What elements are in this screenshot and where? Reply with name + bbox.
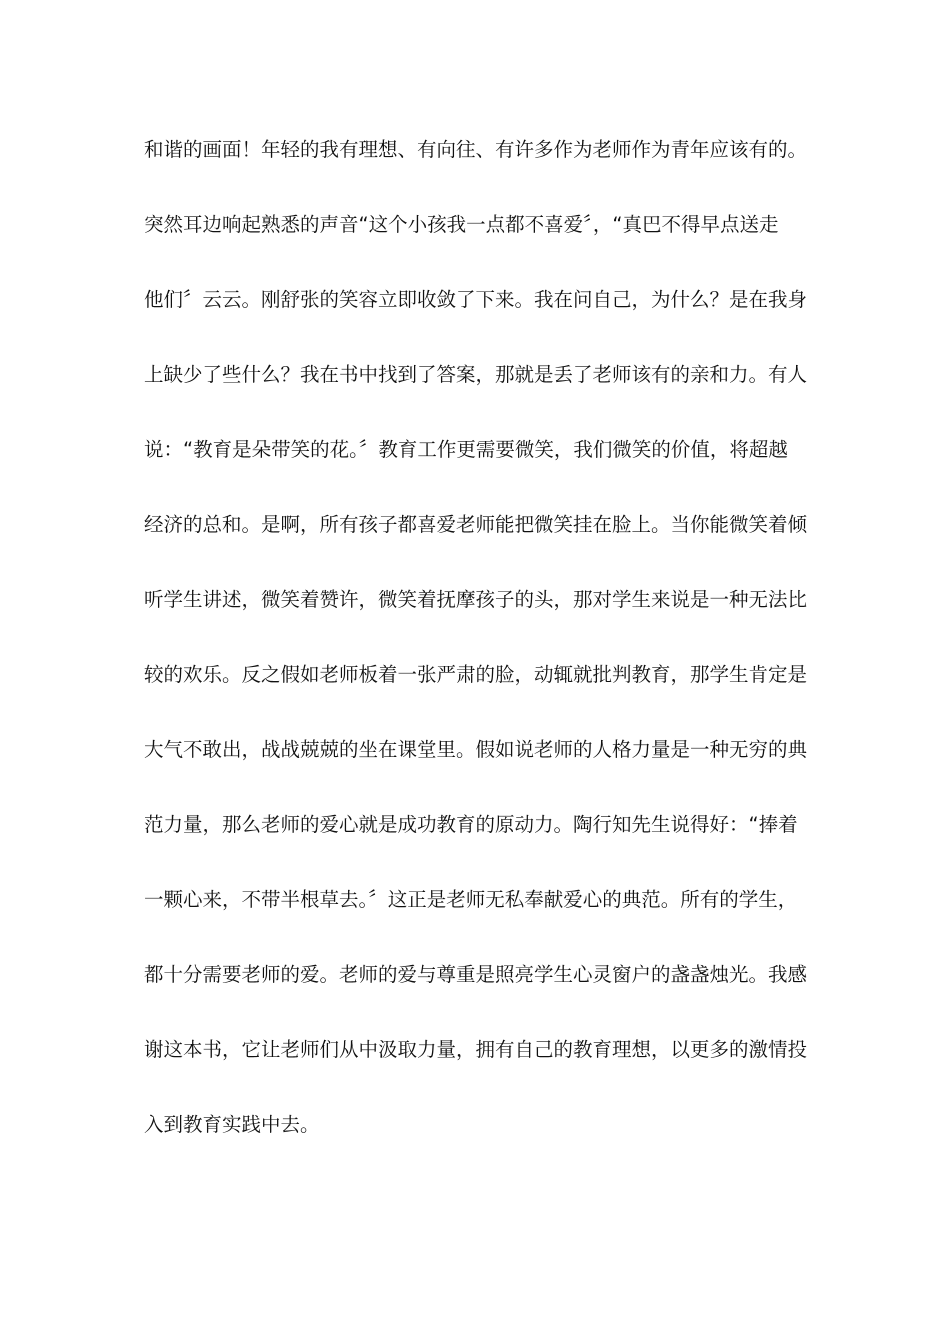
text-line: 经济的总和。是啊，所有孩子都喜爱老师能把微笑挂在脸上。当你能微笑着倾 <box>144 513 808 536</box>
text-line: 都十分需要老师的爱。老师的爱与尊重是照亮学生心灵窗户的盏盏烛光。我感 <box>144 963 808 986</box>
text-line: 较的欢乐。反之假如老师板着一张严肃的脸，动辄就批判教育，那学生肯定是 <box>144 663 808 686</box>
text-line: 入到教育实践中去。 <box>144 1113 320 1136</box>
text-line: 突然耳边响起熟悉的声音“这个小孩我一点都不喜爱〞，“真巴不得早点送走 <box>144 213 779 236</box>
text-line: 一颗心来，不带半根草去。〞这正是老师无私奉献爱心的典范。所有的学生， <box>144 888 798 911</box>
text-line: 上缺少了些什么？我在书中找到了答案，那就是丢了老师该有的亲和力。有人 <box>144 363 808 386</box>
text-line: 大气不敢出，战战兢兢的坐在课堂里。假如说老师的人格力量是一种无穷的典 <box>144 738 808 761</box>
text-line: 他们〞云云。刚舒张的笑容立即收敛了下来。我在问自己，为什么？是在我身 <box>144 288 808 311</box>
text-line: 听学生讲述，微笑着赞许，微笑着抚摩孩子的头，那对学生来说是一种无法比 <box>144 588 808 611</box>
body-text <box>144 130 808 1180</box>
text-line: 和谐的画面！年轻的我有理想、有向往、有许多作为老师作为青年应该有的。 <box>144 138 808 161</box>
text-line: 说：“教育是朵带笑的花。〞教育工作更需要微笑，我们微笑的价值，将超越 <box>144 438 788 461</box>
text-line: 谢这本书，它让老师们从中汲取力量，拥有自己的教育理想，以更多的激情投 <box>144 1038 808 1061</box>
text-line: 范力量，那么老师的爱心就是成功教育的原动力。陶行知先生说得好：“捧着 <box>144 813 798 836</box>
